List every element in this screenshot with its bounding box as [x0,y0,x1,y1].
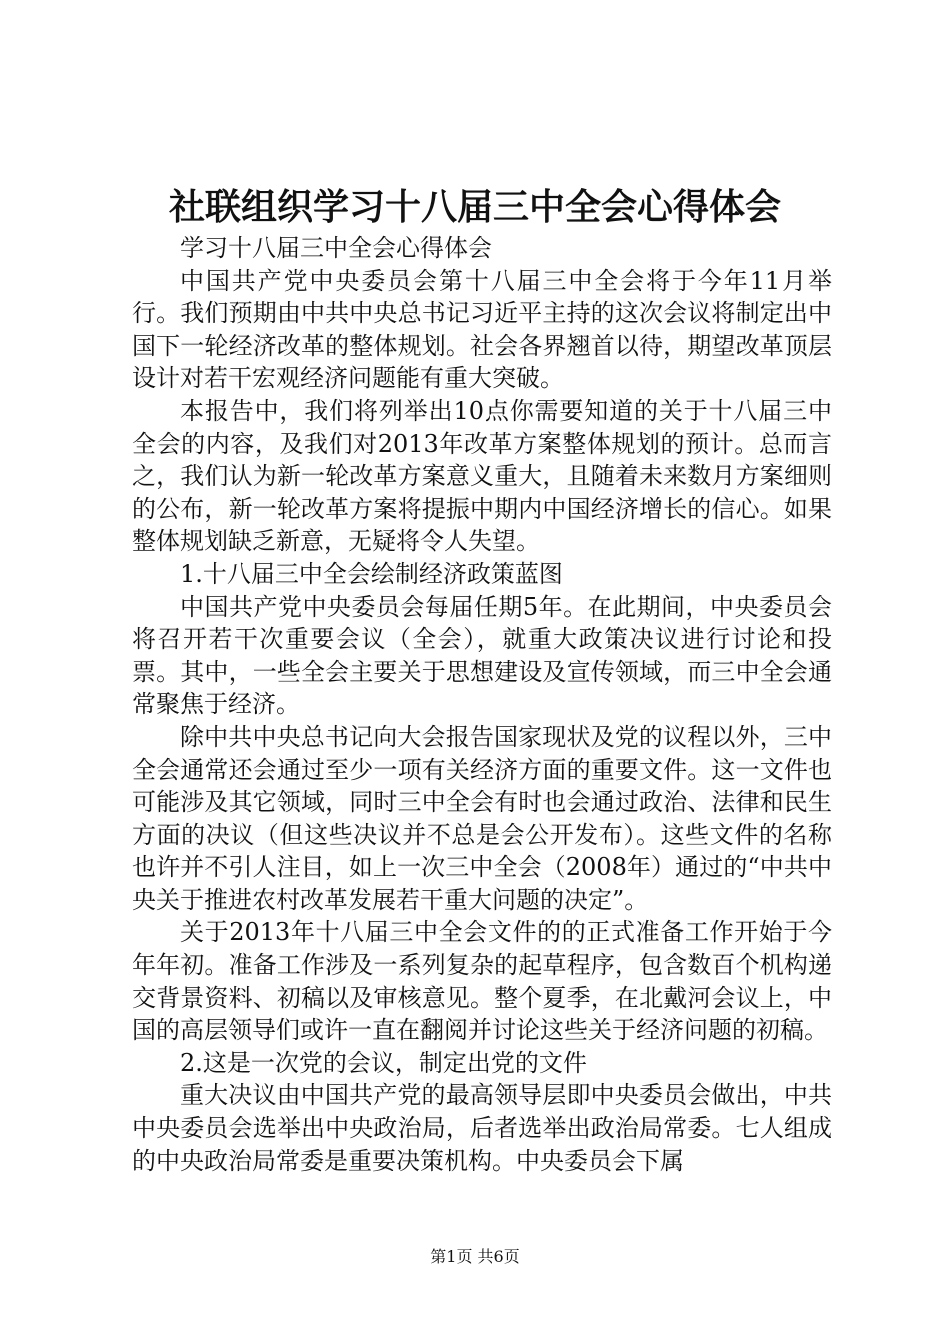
subtitle-paragraph: 学习十八届三中全会心得体会 [180,234,492,262]
document-body [132,232,832,1177]
body-paragraph: 本报告中，我们将列举出10点你需要知道的关于十八届三中全会的内容，及我们对2013年改革方案整体规划的预计。总而言之，我们认为新一轮改革方案意义重大，且随着未来数月方案细则的公布，新一轮改革方案将提振中期内中国经济增长的信心。如果整体规划缺乏新意，无疑将令人失望。 [132,396,832,556]
section-heading: 1.十八届三中全会绘制经济政策蓝图 [180,559,563,588]
section-heading: 2.这是一次党的会议，制定出党的文件 [180,1048,587,1077]
body-paragraph: 中国共产党中央委员会每届任期5年。在此期间，中央委员会将召开若干次重要会议（全会），就重大政策决议进行讨论和投票。其中，一些全会主要关于思想建设及宣传领域，而三中全会通常聚焦于经济。 [132,592,832,719]
page-footer: 第1页 共6页 [430,1247,520,1266]
body-paragraph: 重大决议由中国共产党的最高领导层即中央委员会做出，中共中央委员会选举出中央政治局，后者选举出政治局常委。七人组成的中央政治局常委是重要决策机构。中央委员会下属 [132,1081,832,1175]
body-paragraph: 除中共中央总书记向大会报告国家现状及党的议程以外，三中全会通常还会通过至少一项有关经济方面的重要文件。这一文件也可能涉及其它领域，同时三中全会有时也会通过政治、法律和民生方面的决议（但这些决议并不总是会公开发布）。这些文件的名称也许并不引人注目，如上一次三中全会（2008年）通过的“中共中央关于推进农村改革发展若干重大问题的决定”。 [132,722,832,914]
body-paragraph: 中国共产党中央委员会第十八届三中全会将于今年11月举行。我们预期由中共中央总书记习近平主持的这次会议将制定出中国下一轮经济改革的整体规划。社会各界翘首以待，期望改革顶层设计对若干宏观经济问题能有重大突破。 [132,266,832,393]
body-paragraph: 关于2013年十八届三中全会文件的的正式准备工作开始于今年年初。准备工作涉及一系列复杂的起草程序，包含数百个机构递交背景资料、初稿以及审核意见。整个夏季，在北戴河会议上，中国的高层领导们或许一直在翻阅并讨论这些关于经济问题的初稿。 [132,918,832,1045]
document-title: 社联组织学习十八届三中全会心得体会 [168,186,781,228]
